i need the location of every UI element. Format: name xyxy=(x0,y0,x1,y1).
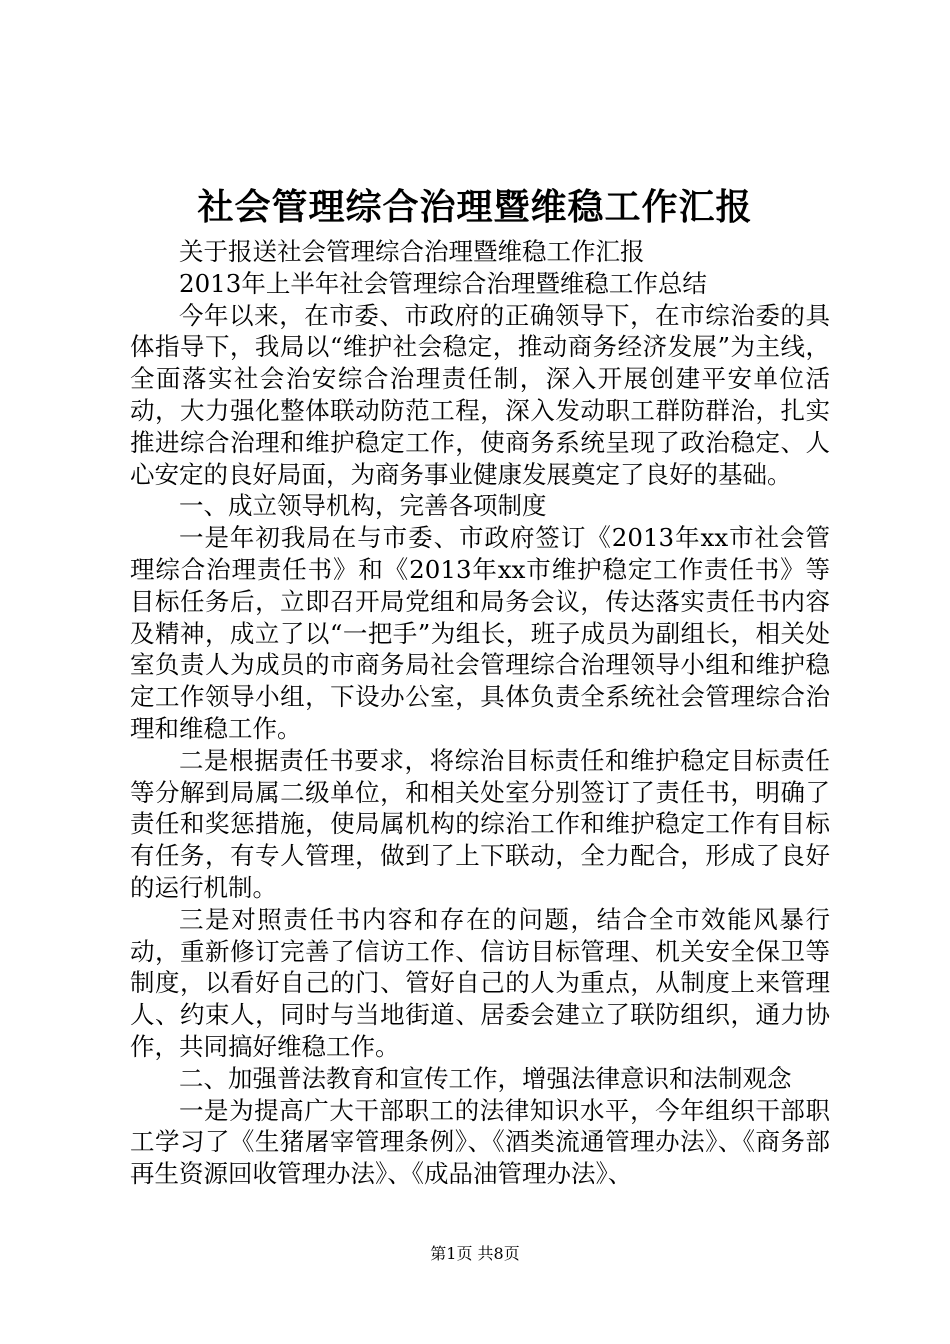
document-body xyxy=(130,236,830,1190)
paragraph-report-subject: 关于报送社会管理综合治理暨维稳工作汇报 xyxy=(179,237,645,266)
paragraph-introduction: 今年以来，在市委、市政府的正确领导下，在市综治委的具体指导下，我局以“维护社会稳定，推动商务经济发展”为主线，全面落实社会治安综合治理责任制，深入开展创建平安单位活动，大力强化整体联动防范工程，深入发动职工群防群治，扎实推进综合治理和维护稳定工作，使商务系统呈现了政治稳定、人心安定的良好局面，为商务事业健康发展奠定了良好的基础。 xyxy=(130,300,830,489)
document-title: 社会管理综合治理暨维稳工作汇报 xyxy=(197,186,753,228)
section-heading-1: 一、成立领导机构，完善各项制度 xyxy=(179,491,547,521)
paragraph-section1-point2: 二是根据责任书要求，将综治目标责任和维护稳定目标责任等分解到局属二级单位，和相关处室分别签订了责任书，明确了责任和奖惩措施，使局属机构的综治工作和维护稳定工作有目标有任务，有专人管理，做到了上下联动，全力配合，形成了良好的运行机制。 xyxy=(130,745,830,902)
paragraph-summary-title: 2013年上半年社会管理综合治理暨维稳工作总结 xyxy=(179,268,707,298)
paragraph-section1-point1: 一是年初我局在与市委、市政府签订《2013年xx市社会管理综合治理责任书》和《2013年xx市维护稳定工作责任书》等目标任务后，立即召开局党组和局务会议，传达落实责任书内容及精神，成立了以“一把手”为组长，班子成员为副组长，相关处室负责人为成员的市商务局社会管理综合治理领导小组和维护稳定工作领导小组，下设办公室，具体负责全系统社会管理综合治理和维稳工作。 xyxy=(130,523,830,743)
page-footer: 第1页 共8页 xyxy=(430,1244,520,1263)
paragraph-section1-point3: 三是对照责任书内容和存在的问题，结合全市效能风暴行动，重新修订完善了信访工作、信访目标管理、机关安全保卫等制度，以看好自己的门、管好自己的人为重点，从制度上来管理人、约束人，同时与当地街道、居委会建立了联防组织，通力协作，共同搞好维稳工作。 xyxy=(130,904,830,1061)
paragraph-section2-point1: 一是为提高广大干部职工的法律知识水平，今年组织干部职工学习了《生猪屠宰管理条例》、《酒类流通管理办法》、《商务部再生资源回收管理办法》、《成品油管理办法》、 xyxy=(130,1095,830,1189)
section-heading-2: 二、加强普法教育和宣传工作，增强法律意识和法制观念 xyxy=(179,1063,792,1093)
